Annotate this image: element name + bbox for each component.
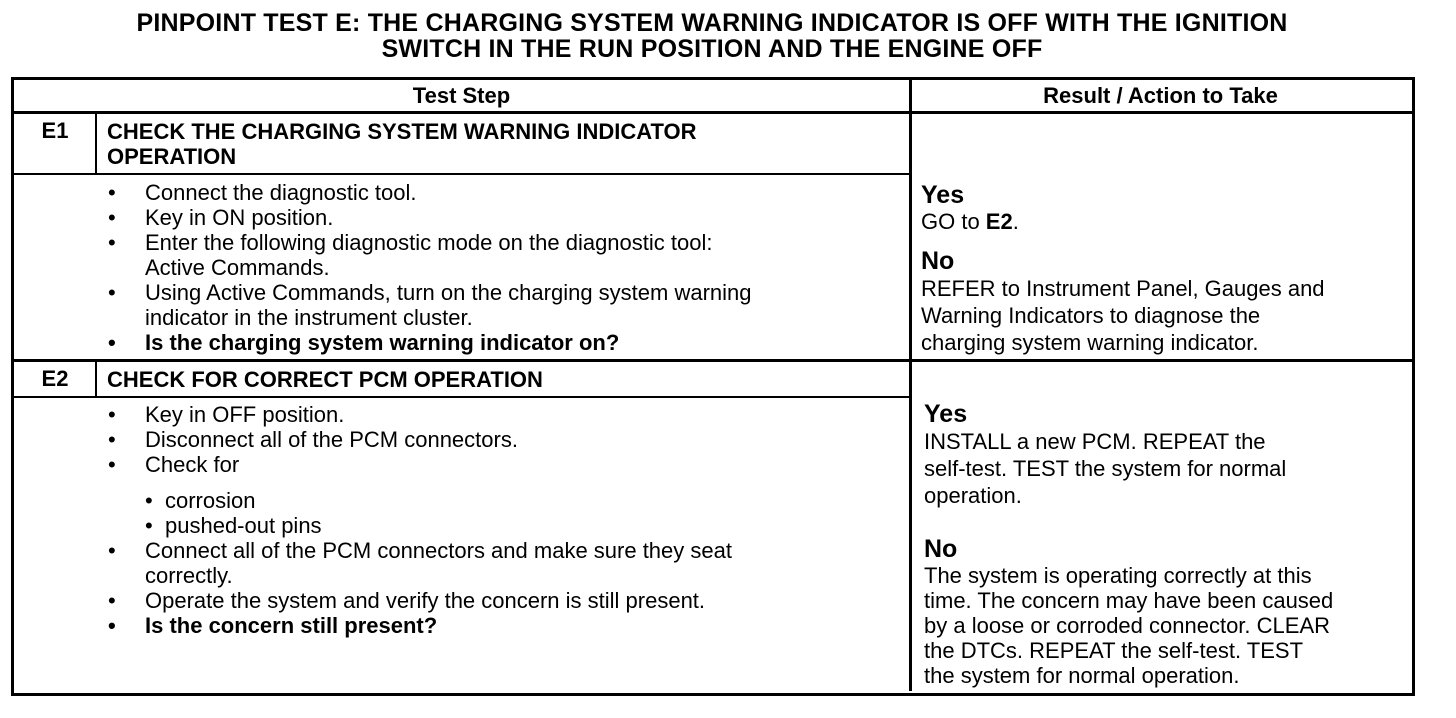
result-e2-no-line: by a loose or corroded connector. CLEAR bbox=[924, 613, 1331, 638]
result-e1-yes-label: Yes bbox=[921, 181, 965, 209]
header-divider bbox=[14, 111, 1412, 114]
step-title-e2: CHECK FOR CORRECT PCM OPERATION bbox=[107, 367, 543, 392]
title-line-2: SWITCH IN THE RUN POSITION AND THE ENGINE OFF bbox=[381, 35, 1043, 63]
result-e1 bbox=[921, 181, 1401, 356]
result-e2-no-line: The system is operating correctly at this bbox=[924, 563, 1312, 588]
result-e2-yes-line: INSTALL a new PCM. REPEAT the bbox=[924, 429, 1266, 454]
bullet-icon: • bbox=[108, 280, 116, 305]
header-result: Result / Action to Take bbox=[1043, 83, 1278, 108]
bullet-icon: • bbox=[145, 513, 153, 538]
list-item-continuation: Active Commands. bbox=[145, 255, 330, 280]
list-item: • Connect the diagnostic tool. bbox=[108, 180, 417, 205]
result-e2 bbox=[924, 400, 1404, 688]
sub-list-item: • corrosion bbox=[145, 488, 256, 513]
bullet-icon: • bbox=[145, 488, 153, 513]
list-item: • Operate the system and verify the concern is still present. bbox=[108, 588, 706, 613]
bullet-icon: • bbox=[108, 588, 116, 613]
result-e1-no-line: Warning Indicators to diagnose the bbox=[921, 303, 1261, 328]
row-divider bbox=[14, 359, 1412, 362]
column-divider bbox=[909, 80, 912, 691]
header-test-step: Test Step bbox=[412, 83, 511, 108]
result-e2-yes-label: Yes bbox=[924, 400, 968, 428]
document-title bbox=[0, 10, 1424, 62]
list-item-question: • Is the charging system warning indicator on? bbox=[108, 330, 620, 355]
result-e1-no-label: No bbox=[921, 247, 955, 275]
bullet-icon: • bbox=[108, 538, 116, 563]
sub-list-item: • pushed-out pins bbox=[145, 513, 322, 538]
list-item: • Connect all of the PCM connectors and make sure they seat bbox=[108, 538, 732, 563]
bullet-icon: • bbox=[108, 230, 116, 255]
bullet-icon: • bbox=[108, 452, 116, 477]
step-code-e2: E2 bbox=[41, 366, 69, 391]
list-item: • Using Active Commands, turn on the charging system warning bbox=[108, 280, 752, 305]
result-e2-no-line: the system for normal operation. bbox=[924, 663, 1240, 688]
bullet-icon: • bbox=[108, 330, 116, 355]
result-e2-yes-line: self-test. TEST the system for normal bbox=[924, 456, 1287, 481]
result-e1-no-line: charging system warning indicator. bbox=[921, 330, 1259, 355]
bullet-icon: • bbox=[108, 205, 116, 230]
bullet-icon: • bbox=[108, 613, 116, 638]
step-title-e1-line-1: CHECK THE CHARGING SYSTEM WARNING INDICATOR bbox=[107, 119, 697, 144]
step-list-e2 bbox=[105, 402, 905, 638]
step-code-e1: E1 bbox=[41, 118, 69, 143]
bullet-icon: • bbox=[108, 180, 116, 205]
bullet-icon: • bbox=[108, 427, 116, 452]
title-line-1: PINPOINT TEST E: THE CHARGING SYSTEM WARNING INDICATOR IS OFF WITH THE IGNITION bbox=[136, 9, 1288, 37]
result-e2-no-line: the DTCs. REPEAT the self-test. TEST bbox=[924, 638, 1304, 663]
result-e1-yes-text: GO to E2. bbox=[921, 209, 1019, 234]
result-e2-yes-line: operation. bbox=[924, 483, 1022, 508]
bullet-icon: • bbox=[108, 402, 116, 427]
result-e2-no-line: time. The concern may have been caused bbox=[924, 588, 1334, 613]
list-item-continuation: correctly. bbox=[145, 563, 233, 588]
list-item: • Enter the following diagnostic mode on the diagnostic tool: bbox=[108, 230, 713, 255]
e2-title-divider bbox=[14, 396, 910, 398]
step-title-e1 bbox=[107, 119, 897, 169]
step-title-e1-line-2: OPERATION bbox=[107, 144, 237, 169]
list-item: • Key in OFF position. bbox=[108, 402, 345, 427]
result-e1-no-line: REFER to Instrument Panel, Gauges and bbox=[921, 276, 1325, 301]
list-item-question: • Is the concern still present? bbox=[108, 613, 438, 638]
list-item: • Check for bbox=[108, 452, 240, 477]
list-item-continuation: indicator in the instrument cluster. bbox=[145, 305, 473, 330]
list-item: • Disconnect all of the PCM connectors. bbox=[108, 427, 518, 452]
list-item: • Key in ON position. bbox=[108, 205, 334, 230]
result-e2-no-label: No bbox=[924, 535, 958, 563]
step-list-e1 bbox=[105, 180, 905, 355]
e1-title-divider bbox=[14, 173, 910, 175]
